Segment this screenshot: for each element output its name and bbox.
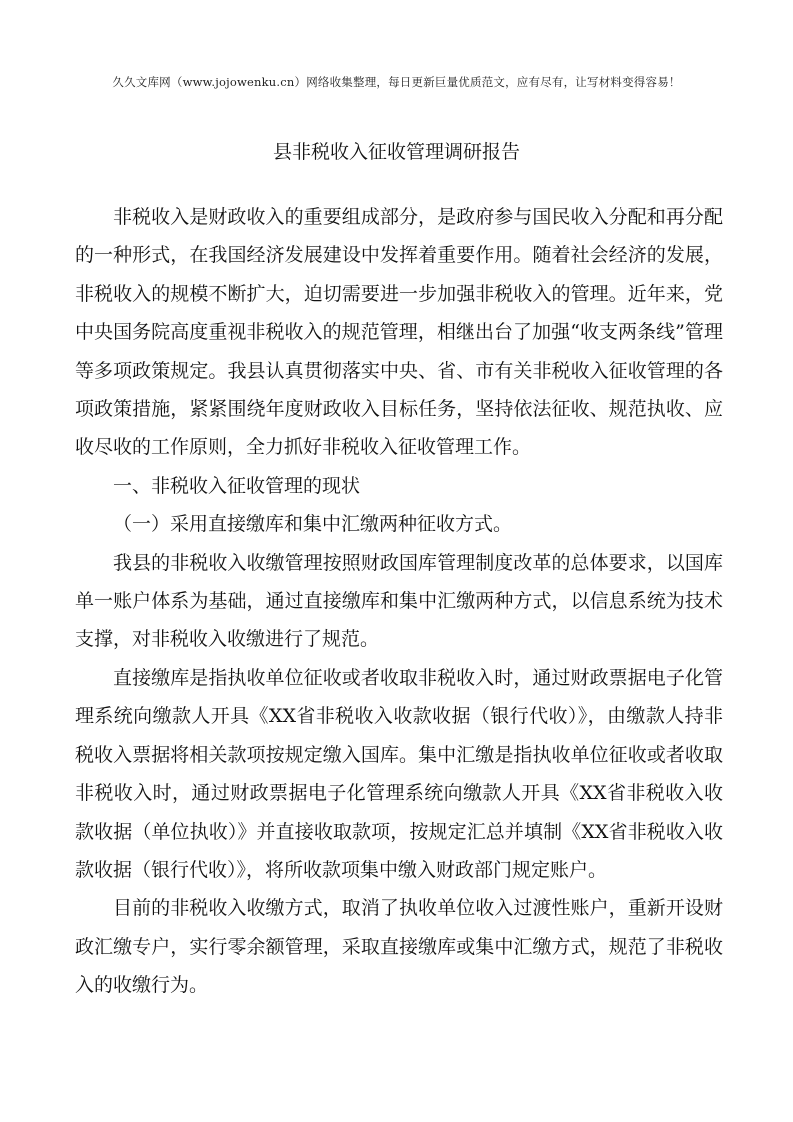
document-body [75,198,723,1005]
paragraph-collection-methods: 直接缴库是指执收单位征收或者收取非税收入时，通过财政票据电子化管理系统向缴款人开具《XX省非税收入收款收据（银行代收）》，由缴款人持非税收入票据将相关款项按规定缴入国库。集中汇缴是指执收单位征收或者收取非税收入时，通过财政票据电子化管理系统向缴款人开具《XX省非税收入收款收据（单位执收）》并直接收取款项，按规定汇总并填制《XX省非税收入收款收据（银行代收）》，将所收款项集中缴入财政部门规定账户。 [75,666,723,881]
paragraph-current-status: 目前的非税收入收缴方式，取消了执收单位收入过渡性账户，重新开设财政汇缴专户，实行零余额管理，采取直接缴库或集中汇缴方式，规范了非税收入的收缴行为。 [75,897,723,997]
section-heading: 一、非税收入征收管理的现状 [113,474,361,497]
paragraph-intro: 非税收入是财政收入的重要组成部分，是政府参与国民收入分配和再分配的一种形式，在我国经济发展建设中发挥着重要作用。随着社会经济的发展，非税收入的规模不断扩大，迫切需要进一步加强非税收入的管理。近年来，党中央国务院高度重视非税收入的规范管理，相继出台了加强“收支两条线”管理等多项政策规定。我县认真贯彻落实中央、省、市有关非税收入征收管理的各项政策措施，紧紧围绕年度财政收入目标任务，坚持依法征收、规范执收、应收尽收的工作原则，全力抓好非税收入征收管理工作。 [75,206,723,459]
paragraph-collection-overview: 我县的非税收入收缴管理按照财政国库管理制度改革的总体要求，以国库单一账户体系为基础，通过直接缴库和集中汇缴两种方式，以信息系统为技术支撑，对非税收入收缴进行了规范。 [75,551,723,651]
subsection-heading: （一）采用直接缴库和集中汇缴两种征收方式。 [113,513,513,536]
document-title: 县非税收入征收管理调研报告 [272,141,520,163]
header-note: 久久文库网（www.jojowenku.cn）网络收集整理，每日更新巨量优质范文，应有尽有，让写材料变得容易！ [112,75,681,89]
